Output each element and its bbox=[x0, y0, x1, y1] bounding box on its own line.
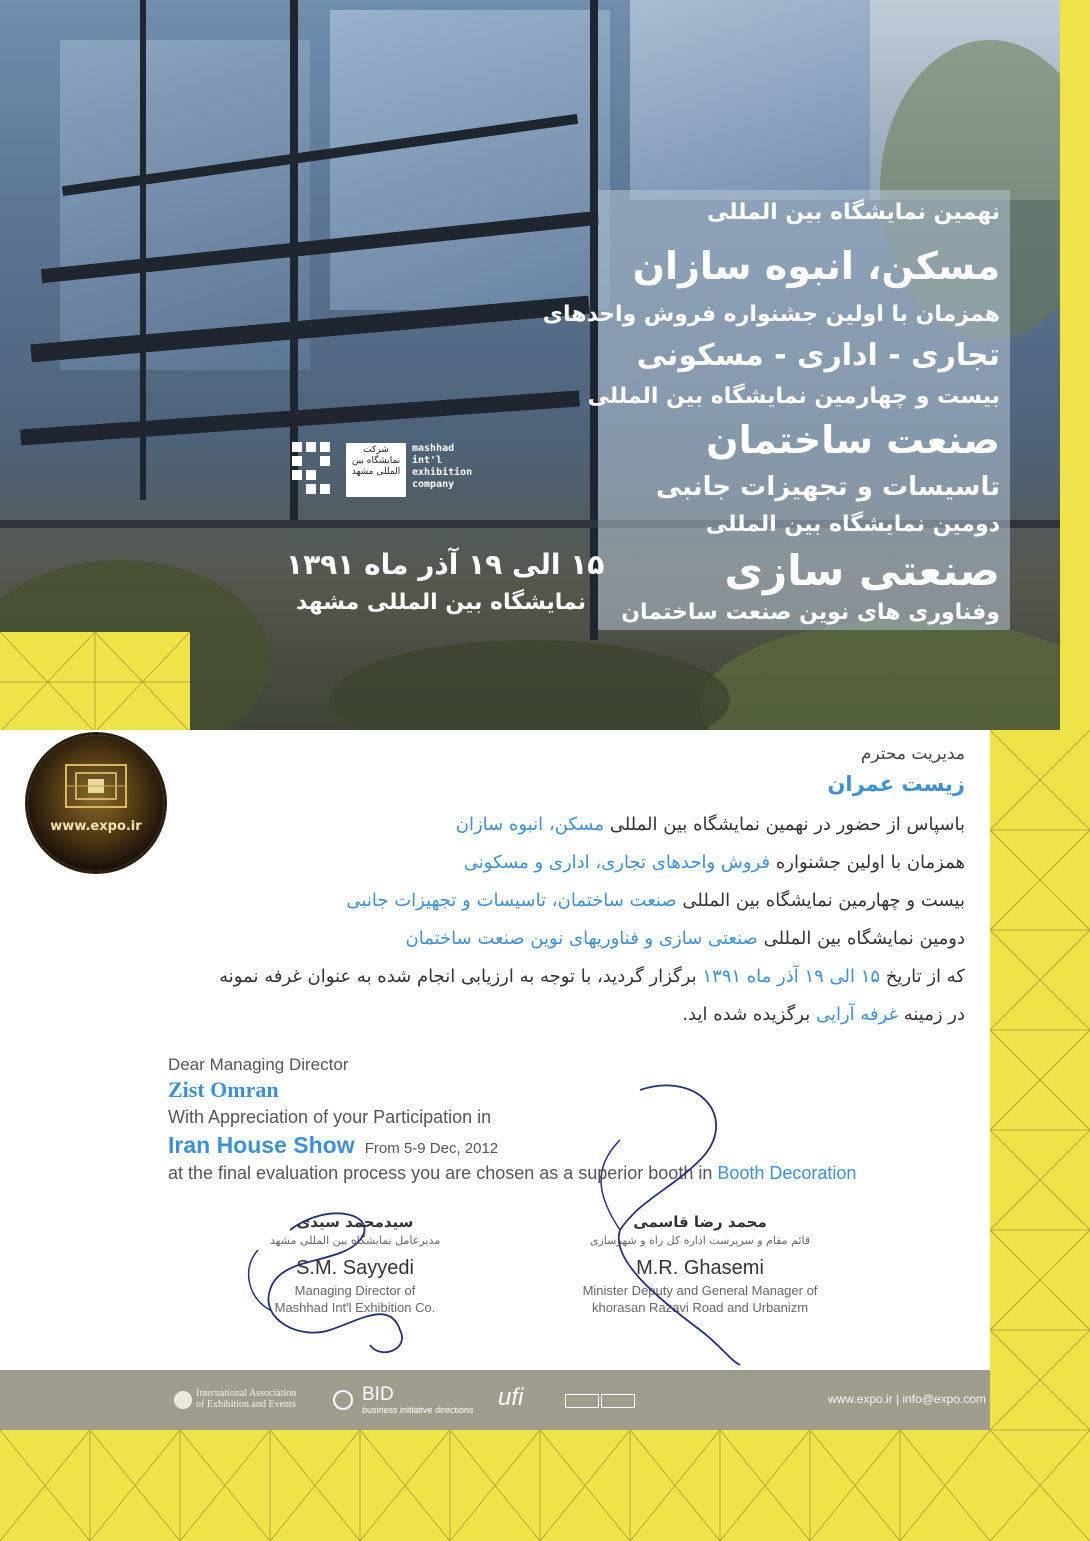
signatory-name-fa: محمد رضا قاسمی bbox=[633, 1213, 767, 1231]
persian-salutation: مدیریت محترم bbox=[860, 744, 965, 764]
persian-line-4: دومین نمایشگاه بین المللی صنعتی سازی و فناوریهای نوین صنعت ساختمان bbox=[405, 928, 965, 949]
iaee-label: International Association of Exhibition and Events bbox=[196, 1388, 297, 1410]
mashhad-exhibition-logo bbox=[290, 440, 473, 502]
persian-line-3: بیست و چهارمین نمایشگاه بین المللی صنعت ساختمان، تاسیسات و تجهیزات جانبی bbox=[346, 890, 965, 911]
english-appreciation: With Appreciation of your Participation in bbox=[168, 1107, 492, 1127]
title-line-5: بیست و چهارمین نمایشگاه بین المللی bbox=[587, 384, 1000, 409]
persian-letter bbox=[219, 744, 965, 1034]
expo-seal-hologram bbox=[28, 735, 164, 871]
title-line-9: صنعتی سازی bbox=[724, 546, 1000, 595]
exhibition-venue: نمایشگاه بین المللی مشهد bbox=[296, 590, 586, 615]
persian-line-6: در زمینه غرفه آرایی برگزیده شده اید. bbox=[682, 1004, 965, 1025]
logo-english-label: mashhad int'l exhibition company bbox=[412, 443, 473, 490]
signatory-name-en: S.M. Sayyedi bbox=[296, 1257, 414, 1279]
title-line-8: دومین نمایشگاه بین المللی bbox=[705, 512, 1000, 537]
signatory-name-en: M.R. Ghasemi bbox=[636, 1257, 764, 1279]
yellow-lattice-bottom bbox=[0, 1430, 990, 1541]
signatory-title-en: Minister Deputy and General Manager of khorasan Razavi Road and Urbanizm bbox=[582, 1283, 818, 1315]
show-dates: From 5-9 Dec, 2012 bbox=[364, 1140, 499, 1157]
title-line-3: همزمان با اولین جشنواره فروش واحدهای bbox=[542, 302, 1000, 327]
bid-label: BID bbox=[362, 1384, 394, 1405]
persian-recipient: زیست عمران bbox=[827, 772, 965, 796]
signatory-ghasemi bbox=[555, 1213, 845, 1316]
footer-strip bbox=[0, 1370, 990, 1430]
signatory-sayyedi bbox=[230, 1213, 480, 1316]
title-line-7: تاسیسات و تجهیزات جانبی bbox=[655, 472, 1000, 502]
certification-badges-icon bbox=[565, 1393, 639, 1407]
persian-line-1: باسپاس از حضور در نهمین نمایشگاه بین المللی مسکن، انبوه سازان bbox=[455, 814, 965, 835]
english-recipient: Zist Omran bbox=[168, 1077, 279, 1102]
bid-star-icon bbox=[333, 1390, 353, 1410]
logo-farsi-label: شرکت نمایشگاه بین المللی مشهد bbox=[346, 443, 406, 497]
bid-subtitle: business initiative directions bbox=[362, 1405, 474, 1415]
english-award-text: at the final evaluation process you are chosen as a superior booth in Booth Decoration bbox=[168, 1163, 857, 1183]
exhibition-dates: ۱۵ الی ۱۹ آذر ماه ۱۳۹۱ bbox=[286, 548, 605, 581]
persian-line-2: همزمان با اولین جشنواره فروش واحدهای تجاری، اداری و مسکونی bbox=[463, 852, 965, 873]
signatory-title-fa: قائم مقام و سرپرست اداره کل راه و شهرسازی bbox=[589, 1234, 811, 1247]
show-name: Iran House Show bbox=[168, 1132, 355, 1158]
persian-line-5: که از تاریخ ۱۵ الی ۱۹ آذر ماه ۱۳۹۱ برگزار گردید، با توجه به ارزیابی انجام شده به عنوان غرفه نمونه bbox=[219, 966, 965, 987]
english-letter bbox=[168, 1055, 968, 1184]
signatory-title-en: Managing Director of Mashhad Int'l Exhibition Co. bbox=[274, 1283, 436, 1315]
english-show-line bbox=[168, 1132, 968, 1159]
contact-info: www.expo.ir | info@expo.com bbox=[827, 1392, 986, 1406]
title-line-6: صنعت ساختمان bbox=[706, 418, 1000, 462]
ufi-label: ufi bbox=[498, 1384, 524, 1411]
iaee-logo-icon bbox=[174, 1391, 192, 1409]
english-salutation: Dear Managing Director bbox=[168, 1055, 349, 1074]
seal-url: www.expo.ir bbox=[50, 819, 142, 834]
award-category: Booth Decoration bbox=[717, 1163, 857, 1183]
title-line-1: نهمین نمایشگاه بین المللی bbox=[706, 200, 1000, 225]
company-logo-icon bbox=[290, 440, 342, 498]
title-line-4: تجاری - اداری - مسکونی bbox=[636, 338, 1000, 373]
signatory-name-fa: سیدمحمد سیدی bbox=[296, 1213, 414, 1231]
signatory-title-fa: مدیرعامل نمایشگاه بین المللی مشهد bbox=[269, 1234, 441, 1247]
title-line-2: مسکن، انبوه سازان bbox=[632, 244, 1000, 288]
yellow-lattice-right bbox=[990, 730, 1090, 1541]
title-line-10: وفناوری های نوین صنعت ساختمان bbox=[621, 600, 1000, 625]
seal-pattern-icon bbox=[28, 735, 164, 871]
yellow-lattice-left bbox=[0, 632, 190, 732]
